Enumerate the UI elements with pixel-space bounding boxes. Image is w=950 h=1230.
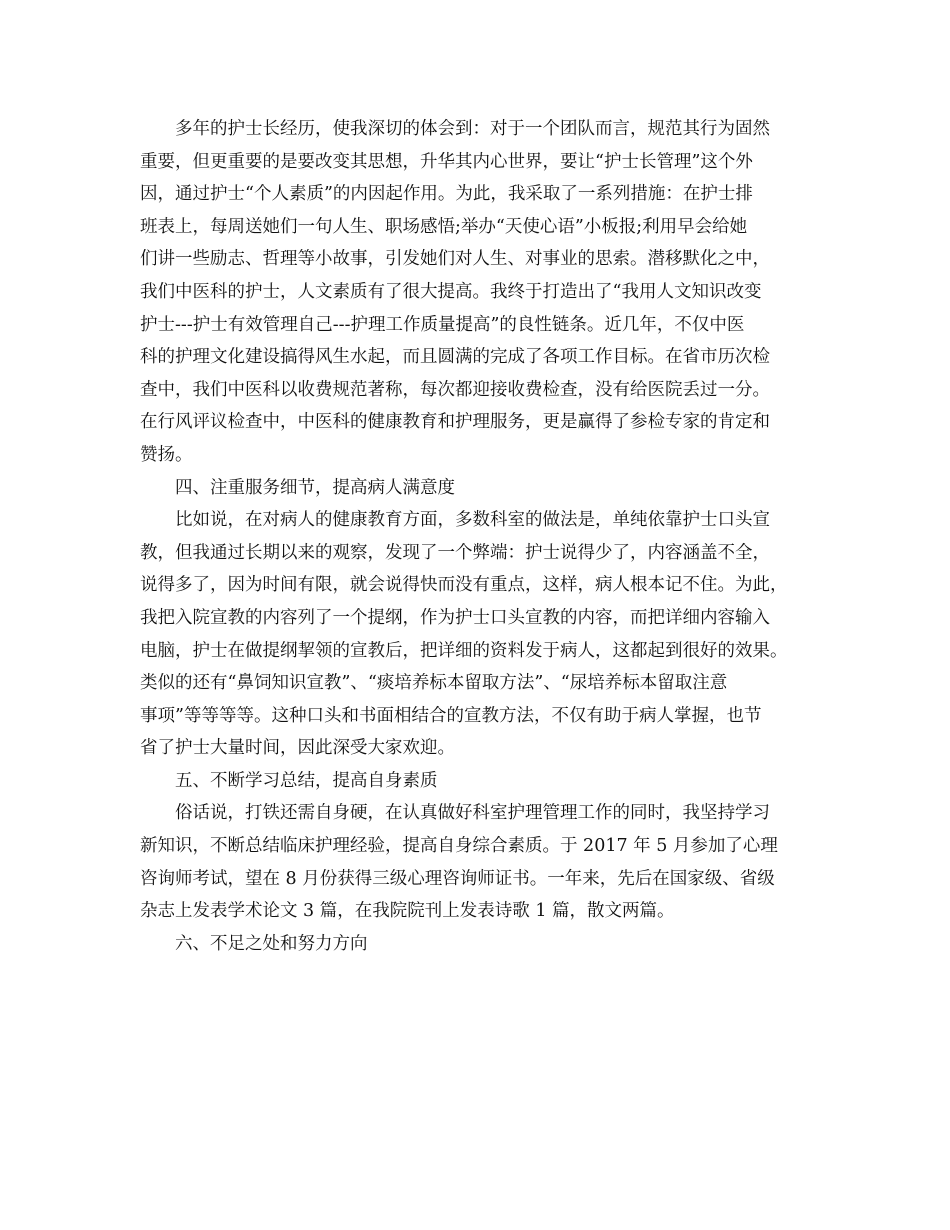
text-line: 俗话说，打铁还需自身硬，在认真做好科室护理管理工作的同时，我坚持学习	[175, 803, 770, 824]
text-line: 四、注重服务细节，提高病人满意度	[175, 477, 455, 498]
text-line: 我们中医科的护士，人文素质有了很大提高。我终于打造出了“我用人文知识改变	[140, 281, 762, 302]
text-line: 们讲一些励志、哲理等小故事，引发她们对人生、对事业的思索。潜移默化之中，	[140, 249, 770, 270]
text-line: 电脑，护士在做提纲挈领的宣教后，把详细的资料发于病人，这都起到很好的效果。	[140, 640, 788, 661]
text-line: 护士---护士有效管理自己---护理工作质量提高”的良性链条。近几年，不仅中医	[140, 314, 745, 335]
text-line: 多年的护士长经历，使我深切的体会到：对于一个团队而言，规范其行为固然	[175, 119, 770, 139]
text-line: 班表上，每周送她们一句人生、职场感悟;举办“天使心语”小板报;利用早会给她	[140, 216, 748, 237]
text-line: 赞扬。	[140, 444, 193, 465]
text-line: 科的护理文化建设搞得风生水起，而且圆满的完成了各项工作目标。在省市历次检	[140, 347, 770, 368]
text-line: 省了护士大量时间，因此深受大家欢迎。	[140, 738, 455, 759]
text-line: 教，但我通过长期以来的观察，发现了一个弊端：护士说得少了，内容涵盖不全，	[140, 542, 770, 563]
text-line: 六、不足之处和努力方向	[175, 933, 368, 954]
text-line: 我把入院宣教的内容列了一个提纲，作为护士口头宣教的内容，而把详细内容输入	[140, 607, 770, 628]
text-line: 事项”等等等等。这种口头和书面相结合的宣教方法，不仅有助于病人掌握，也节	[140, 705, 762, 726]
text-line: 查中，我们中医科以收费规范著称，每次都迎接收费检查，没有给医院丢过一分。	[140, 379, 770, 400]
text-line: 比如说，在对病人的健康教育方面，多数科室的做法是，单纯依靠护士口头宣	[175, 510, 770, 531]
text-line: 咨询师考试，望在 8 月份获得三级心理咨询师证书。一年来，先后在国家级、省级	[140, 868, 775, 889]
text-line: 在行风评议检查中，中医科的健康教育和护理服务，更是赢得了参检专家的肯定和	[140, 412, 770, 433]
text-line: 重要，但更重要的是要改变其思想，升华其内心世界，要让“护士长管理”这个外	[140, 151, 753, 172]
text-line: 五、不断学习总结，提高自身素质	[175, 770, 438, 791]
document-body	[140, 113, 824, 960]
text-line: 新知识，不断总结临床护理经验，提高自身综合素质。于 2017 年 5 月参加了心理	[140, 836, 778, 857]
text-line: 杂志上发表学术论文 3 篇，在我院院刊上发表诗歌 1 篇，散文两篇。	[140, 901, 675, 922]
text-line: 因，通过护士“个人素质”的内因起作用。为此，我采取了一系列措施：在护士排	[140, 184, 753, 205]
text-line: 说得多了，因为时间有限，就会说得快而没有重点，这样，病人根本记不住。为此，	[140, 575, 788, 596]
text-line: 类似的还有“鼻饲知识宣教”、“痰培养标本留取方法”、“尿培养标本留取注意	[140, 673, 728, 694]
